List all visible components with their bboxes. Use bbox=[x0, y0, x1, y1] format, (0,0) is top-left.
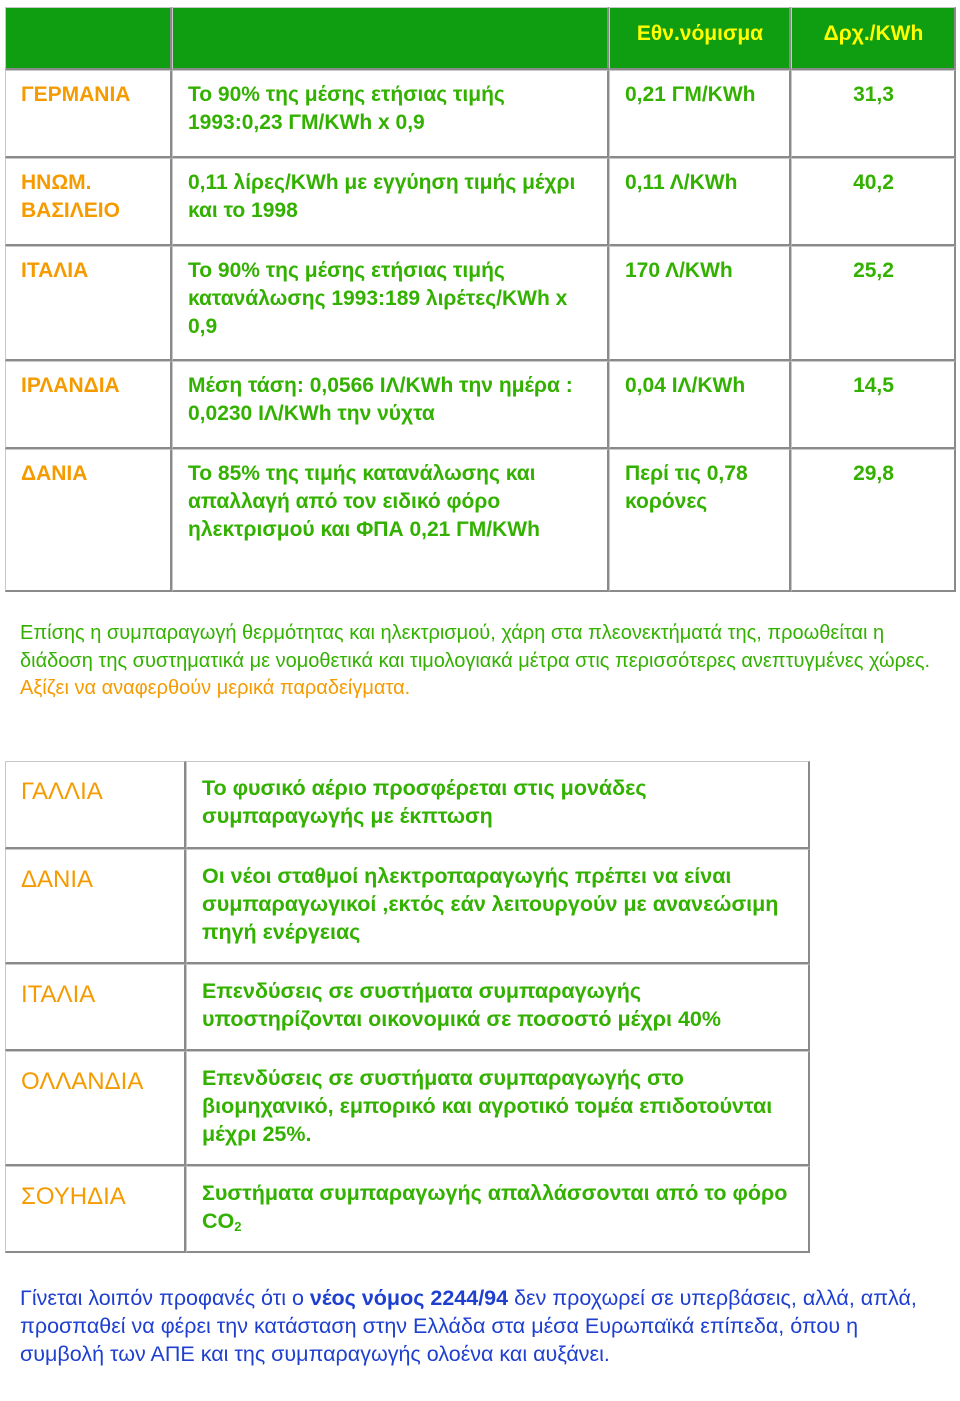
country-cell: ΗΝΩΜ. ΒΑΣΙΛΕΙΟ bbox=[5, 158, 172, 246]
conclusion-paragraph bbox=[20, 1284, 940, 1368]
header-national-currency: Εθν.νόμισμα bbox=[609, 7, 791, 70]
table-row bbox=[5, 1166, 810, 1253]
table-row bbox=[5, 361, 956, 449]
description-cell: Το 90% της μέσης ετήσιας τιμής κατανάλωσης 1993:189 λιρέτες/KWh x 0,9 bbox=[172, 246, 609, 361]
country-cell: ΟΛΛΑΝΔΙΑ bbox=[5, 1051, 186, 1166]
national-currency-cell: 0,21 ΓΜ/KWh bbox=[609, 70, 791, 158]
description-cell: Επενδύσεις σε συστήματα συμπαραγωγής υποστηρίζονται οικονομικά σε ποσοστό μέχρι 40% bbox=[186, 964, 810, 1051]
conclusion-text-part1: Γίνεται λοιπόν προφανές ότι ο bbox=[20, 1286, 310, 1310]
description-cell bbox=[186, 1166, 810, 1253]
header-drx-per-kwh: Δρχ./KWh bbox=[791, 7, 956, 70]
national-currency-cell: Περί τις 0,78 κορόνες bbox=[609, 449, 791, 592]
country-cell: ΣΟΥΗΔΙΑ bbox=[5, 1166, 186, 1253]
header-empty-cell bbox=[172, 7, 609, 70]
drx-cell: 29,8 bbox=[791, 449, 956, 592]
header-empty-cell bbox=[5, 7, 172, 70]
description-text: Συστήματα συμπαραγωγής απαλλάσσονται από το φόρο CO bbox=[202, 1181, 788, 1233]
country-cell: ΓΕΡΜΑΝΙΑ bbox=[5, 70, 172, 158]
country-cell: ΔΑΝΙΑ bbox=[5, 449, 172, 592]
drx-cell: 14,5 bbox=[791, 361, 956, 449]
description-cell: Μέση τάση: 0,0566 ΙΛ/KWh την ημέρα : 0,0230 ΙΛ/KWh την νύχτα bbox=[172, 361, 609, 449]
conclusion-text-part2: δεν προχωρεί σε υπερβάσεις, αλλά, απλά, προσπαθεί να φέρει την κατάσταση στην Ελλάδα στα μέσα Ευρωπαϊκά επίπεδα, όπου η συμβολή των ΑΠΕ και της συμπαραγωγής ολοένα και αυξάνει. bbox=[20, 1286, 917, 1366]
paragraph-text-orange: Αξίζει να αναφερθούν μερικά παραδείγματα. bbox=[20, 677, 411, 699]
table-row bbox=[5, 964, 810, 1051]
table-row bbox=[5, 849, 810, 964]
table-row bbox=[5, 1051, 810, 1166]
country-cell: ΓΑΛΛΙΑ bbox=[5, 761, 186, 849]
paragraph-text-green: Επίσης η συμπαραγωγή θερμότητας και ηλεκτρισμού, χάρη στα πλεονεκτήματά της, προωθείται η διάδοση της συστηματικά με νομοθετικά και τιμολογιακά μέτρα στις περισσότερες ανεπτυγμένες χώρες. bbox=[20, 622, 931, 672]
description-cell: 0,11 λίρες/KWh με εγγύηση τιμής μέχρι και το 1998 bbox=[172, 158, 609, 246]
description-cell: Το 90% της μέσης ετήσιας τιμής 1993:0,23 ΓΜ/KWh x 0,9 bbox=[172, 70, 609, 158]
table-row bbox=[5, 70, 956, 158]
country-cell: ΙΡΛΑΝΔΙΑ bbox=[5, 361, 172, 449]
description-cell: Το φυσικό αέριο προσφέρεται στις μονάδες συμπαραγωγής με έκπτωση bbox=[186, 761, 810, 849]
feed-in-tariff-table bbox=[5, 7, 956, 592]
law-reference: νέος νόμος 2244/94 bbox=[309, 1286, 509, 1310]
drx-cell: 31,3 bbox=[791, 70, 956, 158]
national-currency-cell: 0,11 Λ/KWh bbox=[609, 158, 791, 246]
drx-cell: 25,2 bbox=[791, 246, 956, 361]
table-header-row bbox=[5, 7, 956, 70]
table-row bbox=[5, 246, 956, 361]
national-currency-cell: 0,04 ΙΛ/KWh bbox=[609, 361, 791, 449]
country-cell: ΙΤΑΛΙΑ bbox=[5, 246, 172, 361]
subscript-text: 2 bbox=[234, 1219, 242, 1234]
cogeneration-measures-table bbox=[5, 761, 810, 1253]
country-cell: ΔΑΝΙΑ bbox=[5, 849, 186, 964]
description-cell: Επενδύσεις σε συστήματα συμπαραγωγής στο βιομηχανικό, εμπορικό και αγροτικό τομέα επιδοτούνται μέχρι 25%. bbox=[186, 1051, 810, 1166]
description-cell: Οι νέοι σταθμοί ηλεκτροπαραγωγής πρέπει να είναι συμπαραγωγικοί ,εκτός εάν λειτουργούν με ανανεώσιμη πηγή ενέργειας bbox=[186, 849, 810, 964]
table-row bbox=[5, 158, 956, 246]
table-row bbox=[5, 449, 956, 592]
table-row bbox=[5, 761, 810, 849]
national-currency-cell: 170 Λ/KWh bbox=[609, 246, 791, 361]
cogeneration-paragraph bbox=[20, 620, 940, 703]
drx-cell: 40,2 bbox=[791, 158, 956, 246]
description-cell: Το 85% της τιμής κατανάλωσης και απαλλαγή από τον ειδικό φόρο ηλεκτρισμού και ΦΠΑ 0,21 ΓΜ/KWh bbox=[172, 449, 609, 592]
country-cell: ΙΤΑΛΙΑ bbox=[5, 964, 186, 1051]
